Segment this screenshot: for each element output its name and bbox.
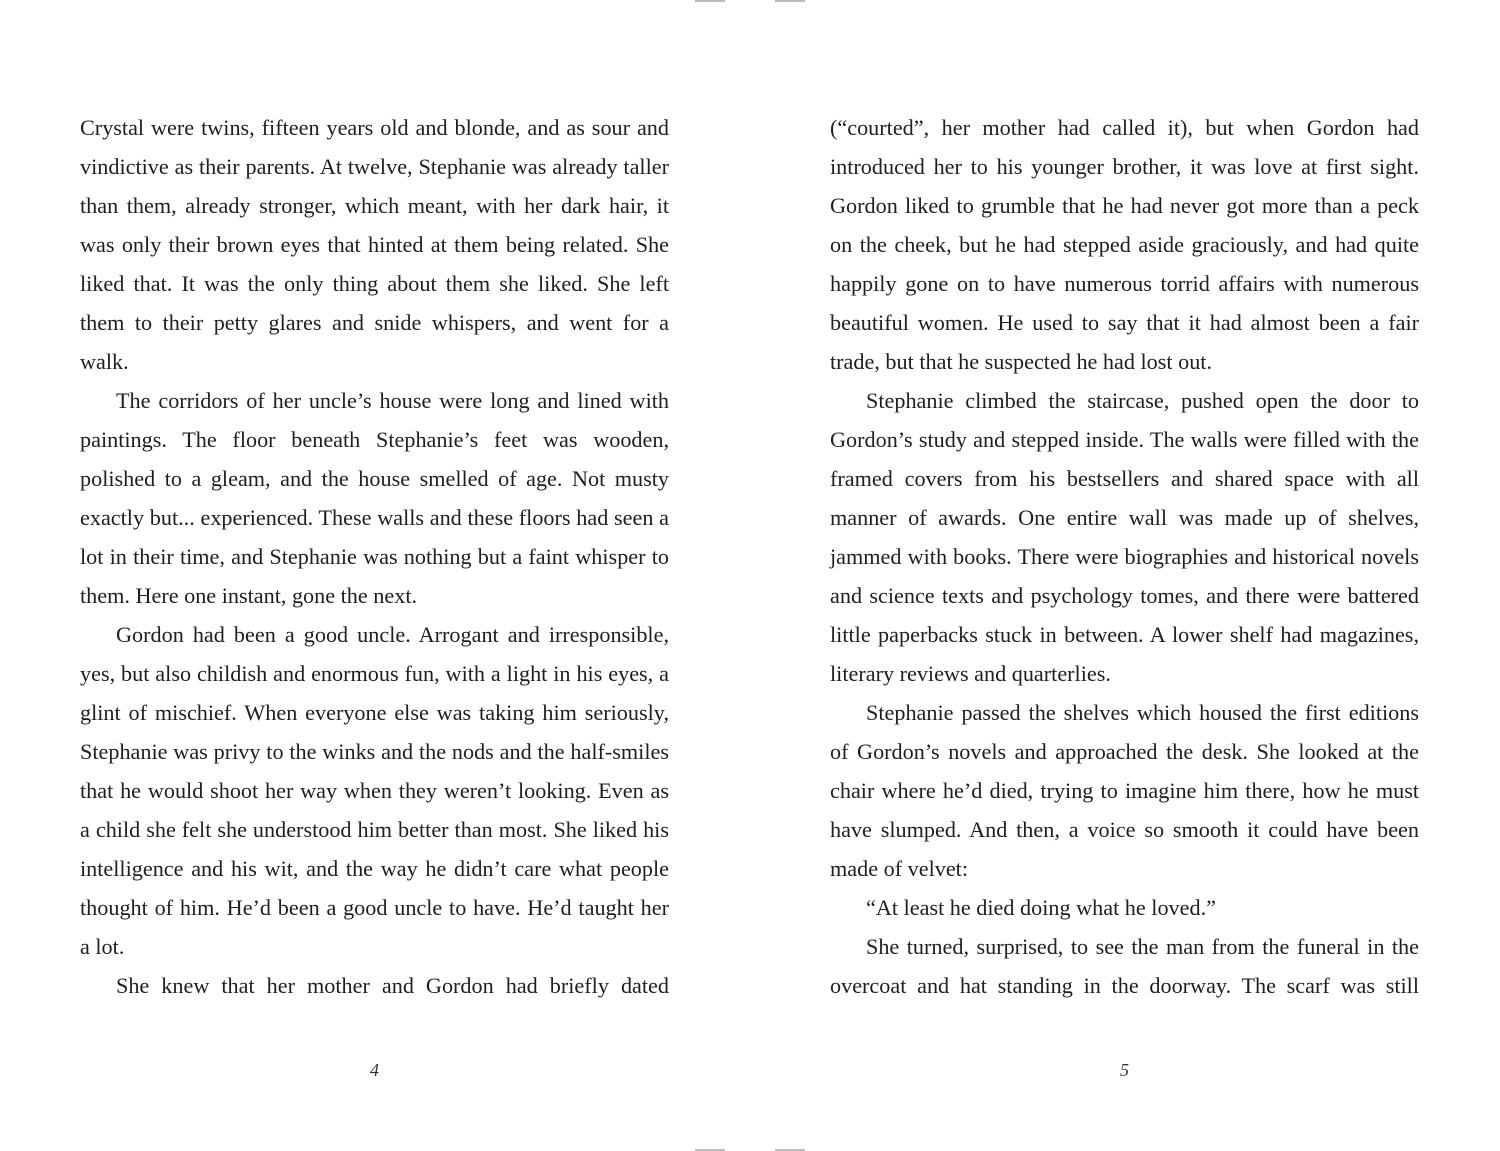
paragraph: Gordon had been a good uncle. Arrogant and irresponsible, yes, but also childish and enormous fun, with a light in his eyes, a glint of mischief. When everyone else was taking him seriously, Stephanie was privy to the winks and the nods and the half-smiles that he would shoot her way when they weren’t looking. Even as a child she felt she understood him better than most. She liked his intelligence and his wit, and the way he didn’t care what people thought of him. He’d been a good uncle to have. He’d taught her a lot. — [80, 622, 669, 959]
page-number-left: 4 — [370, 1060, 379, 1080]
paragraph: “At least he died doing what he loved.” — [866, 895, 1216, 920]
paragraph: (“courted”, her mother had called it), but when Gordon had introduced her to his younger brother, it was love at first sight. Gordon liked to grumble that he had never got more than a peck on the cheek, but he had stepped aside graciously, and had quite happily gone on to have numerous torrid affairs with numerous beautiful women. He used to say that it had almost been a fair trade, but that he suspected he had lost out. — [830, 115, 1419, 374]
paragraph: Stephanie passed the shelves which housed the first editions of Gordon’s novels and approached the desk. She looked at the chair where he’d died, trying to imagine him there, how he must have slumped. And then, a voice so smooth it could have been made of velvet: — [830, 700, 1419, 881]
paragraph: The corridors of her uncle’s house were long and lined with paintings. The floor beneath Stephanie’s feet was wooden, polished to a gleam, and the house smelled of age. Not musty exactly but... experienced. These walls and these floors had seen a lot in their time, and Stephanie was nothing but a faint whisper to them. Here one instant, gone the next. — [80, 388, 669, 608]
top-page-marker-right — [775, 0, 805, 2]
left-page — [80, 108, 669, 1005]
paragraph: She turned, surprised, to see the man from the funeral in the overcoat and hat standing in the doorway. The scarf was still — [830, 934, 1419, 998]
paragraph: She knew that her mother and Gordon had briefly dated — [116, 973, 669, 998]
top-page-marker-left — [695, 0, 725, 2]
paragraph: Crystal were twins, fifteen years old and blonde, and as sour and vindictive as their parents. At twelve, Stephanie was already taller than them, already stronger, which meant, with her dark hair, it was only their brown eyes that hinted at them being related. She liked that. It was the only thing about them she liked. She left them to their petty glares and snide whispers, and went for a walk. — [80, 115, 669, 374]
page-number-right: 5 — [1120, 1060, 1129, 1080]
right-page — [830, 108, 1419, 1005]
paragraph: Stephanie climbed the staircase, pushed open the door to Gordon’s study and stepped inside. The walls were filled with the framed covers from his bestsellers and shared space with all manner of awards. One entire wall was made up of shelves, jammed with books. There were biographies and historical novels and science texts and psychology tomes, and there were battered little paperbacks stuck in between. A lower shelf had magazines, literary reviews and quarterlies. — [830, 388, 1419, 686]
